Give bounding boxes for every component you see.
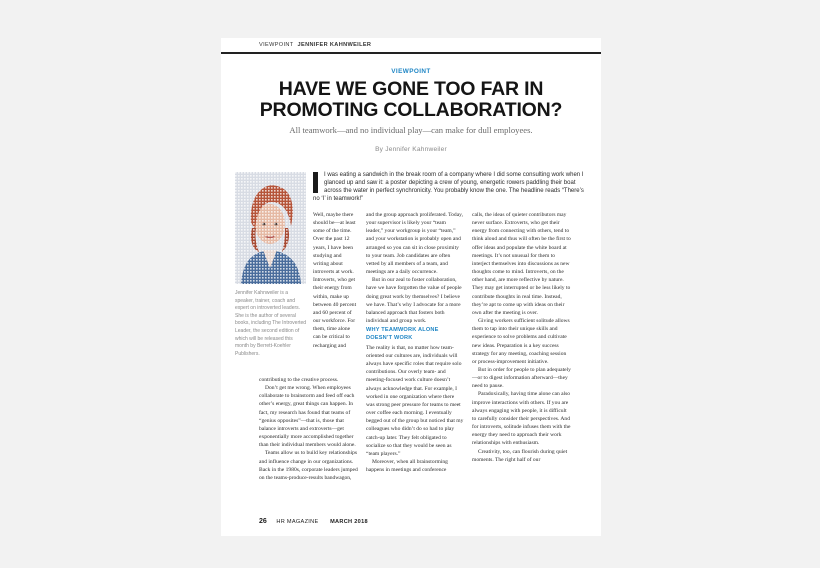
header-author: JENNIFER KAHNWEILER (297, 42, 372, 48)
paragraph: calls, the ideas of quieter contributors may never surface. Extroverts, who get their energy from connecting with others, tend to think aloud and thus will often be the first to offer ideas and populate the white board at meetings. It’s not unusual for them to interject themselves into discussions as new thoughts come to mind. Introverts, on the other hand, are more reflective by nature. They may get interrupted or be less likely to contribute thoughts in real time. Instead, they’re apt to come up with ideas on their own after the meeting is over. (472, 212, 571, 316)
paragraph: and the group approach proliferated. Today, your supervisor is likely your “team leader,” your workgroup is your “team,” and your workstation is probably open and arranged so you can sit in close proximity to your team. Job candidates are often vetted by all members of a team, and meetings are a daily occurrence. (366, 212, 463, 276)
article-title: HAVE WE GONE TOO FAR IN PROMOTING COLLABORATION? (259, 78, 563, 121)
issue-date: MARCH 2018 (330, 519, 368, 525)
article-deck: All teamwork—and no individual play—can make for dull employees. (289, 125, 533, 135)
column-1-top (313, 211, 358, 350)
paragraph: Moreover, when all brainstorming happens in meetings and conference (366, 458, 448, 474)
article-kicker: VIEWPOINT (391, 68, 431, 75)
paragraph: Don’t get me wrong. When employees collaborate to brainstorm and feed off each other’s energy, great things can happen. In fact, my research has found that teams of “genius opposites”—that is, those that balance introverts and extroverts—get exponentially more accomplished together than their individual members would alone. (259, 385, 356, 449)
paragraph: contributing to the creative process. (259, 377, 339, 383)
lede-text: I was eating a sandwich in the break room of a company where I did some consulting work when I glanced up and saw it: a poster depicting a crew of young, energetic rowers paddling their boat across the water in perfect synchronicity. You probably know the one. The headline reads “There’s no ‘I’ in teamwork!” (313, 172, 584, 203)
drop-cap (313, 172, 318, 193)
column-3 (472, 211, 572, 464)
paragraph: Well, maybe there should be—at least some of the time. Over the past 12 years, I have been studying and writing about introverts at work. Introverts, who get their energy from within, make up between 40 percent and 60 percent of our workforce. For them, time alone can be critical to recharging and (313, 212, 357, 349)
header-section: VIEWPOINT (259, 42, 294, 48)
column-2 (366, 211, 464, 474)
paragraph: But in order for people to plan adequately—or to digest information afterward—they need to pause. (472, 366, 571, 390)
photo-caption: Jennifer Kahnweiler is a speaker, trainer, coach and expert on introverted leaders. She is the author of several books, including The Introverted Leader, the second edition of which will be released this month by Berrett-Koehler Publishers. (235, 290, 307, 357)
paragraph: But in our zeal to foster collaboration, have we have forgotten the value of people doing great work by themselves? I believe we have. That’s why I advocate for a more balanced approach that fosters both individual and group work. (366, 277, 462, 325)
column-1-bottom (259, 376, 359, 482)
page-number: 26 (259, 518, 267, 525)
running-header (259, 42, 371, 48)
paragraph: Creativity, too, can flourish during quiet moments. The right half of our (472, 448, 568, 463)
paragraph: The reality is that, no matter how team-oriented our cultures are, individuals will always have specific roles that require solo contributions. Our overly team- and meeting-focused work culture doesn’t always acknowledge that. For example, I worked in one organization where there was strong peer pressure for teams to meet over coffee each morning. I eventually begged out of the group but noticed that my colleagues who didn’t do so had to play catch-up later. They felt obligated to socialize so that they would be seen as “team players.” (366, 344, 464, 457)
paragraph: Paradoxically, having time alone can also improve interactions with others. If you are always engaging with people, it is difficult to carefully consider their perspectives. And for introverts, solitude infuses them with the energy they need to approach their work relationships with enthusiasm. (472, 391, 571, 447)
section-subhead: WHY TEAMWORK ALONE DOESN’T WORK (366, 327, 439, 341)
paragraph: Teams allow us to build key relationships and influence change in our organizations. Back in the 1980s, corporate leaders jumped on the teams-produce-results bandwagon, (259, 450, 358, 481)
author-photo (235, 172, 306, 284)
article-lede (313, 171, 589, 203)
article-byline: By Jennifer Kahnweiler (375, 146, 447, 153)
header-rule (221, 52, 601, 54)
paragraph: Giving workers sufficient solitude allows them to tap into their unique skills and experience to solve problems and cultivate new ideas. Preparation is a key success strategy for any meeting, coaching session or process-improvement initiative. (472, 318, 570, 365)
page-footer (259, 518, 368, 525)
magazine-name: HR MAGAZINE (276, 519, 319, 525)
